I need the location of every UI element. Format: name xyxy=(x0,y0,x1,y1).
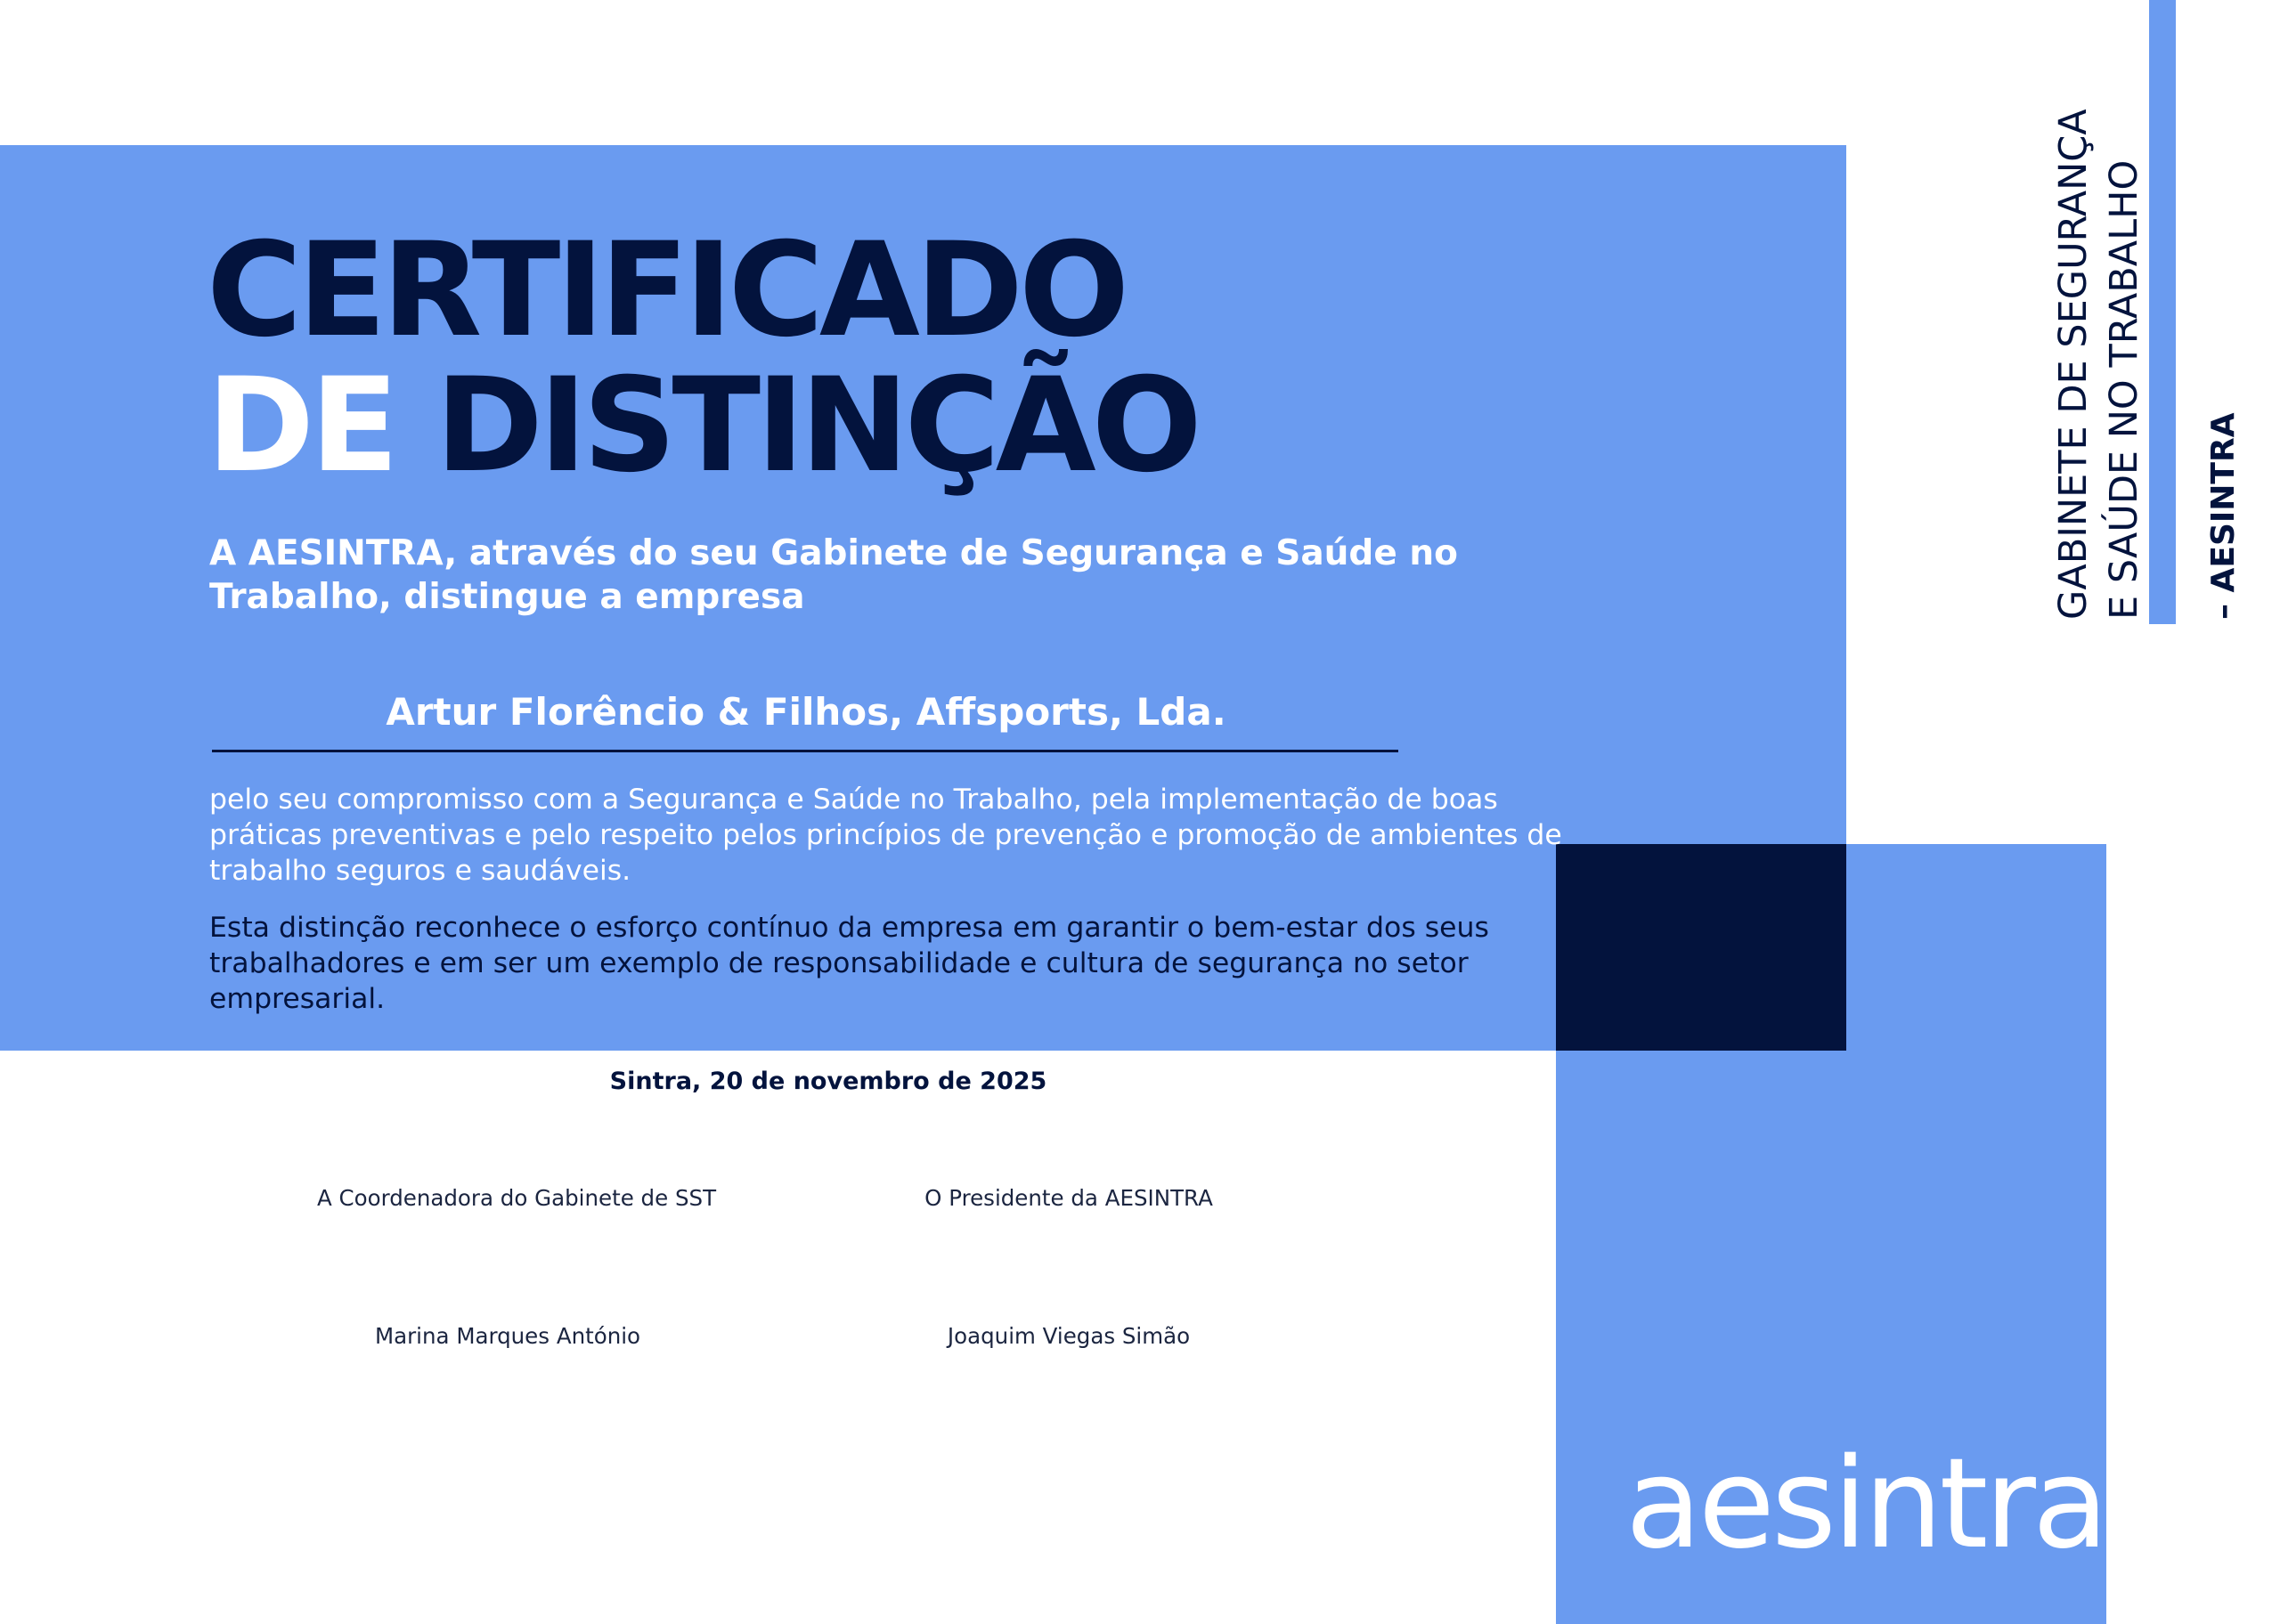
dark-accent-square xyxy=(1556,844,1846,1051)
signature-name-president: Joaquim Viegas Simão xyxy=(947,1323,1191,1349)
company-name: Artur Florêncio & Filhos, Affsports, Lda. xyxy=(386,690,1226,734)
department-line-1: GABINETE DE SEGURANÇA xyxy=(2051,109,2096,620)
brand-vertical-label: – AESINTRA xyxy=(2205,412,2242,620)
aesintra-logo: aesintra xyxy=(1625,1432,2105,1577)
vertical-accent-bar xyxy=(2149,0,2176,624)
commitment-paragraph: pelo seu compromisso com a Segurança e Saúde no Trabalho, pela implementação de boas práticas preventivas e pelo respeito pelos princípios de prevenção e promoção de ambientes de trabalho seguros e saudáveis. xyxy=(209,784,1562,887)
certificate-title xyxy=(207,215,1198,501)
intro-text: A AESINTRA, através do seu Gabinete de Segurança e Saúde no Trabalho, distingue a empresa xyxy=(209,533,1458,617)
department-line-2: E SAÚDE NO TRABALHO xyxy=(2102,159,2146,620)
department-vertical-label xyxy=(2048,109,2150,620)
signature-name-coordinator: Marina Marques António xyxy=(374,1323,641,1349)
title-word-distincao: DISTINÇÃO xyxy=(435,350,1198,501)
issue-date: Sintra, 20 de novembro de 2025 xyxy=(609,1068,1047,1095)
signature-role-coordinator: A Coordenadora do Gabinete de SST xyxy=(316,1185,717,1211)
company-underline xyxy=(212,750,1398,752)
title-line-1: CERTIFICADO xyxy=(207,215,1126,366)
signature-role-president: O Presidente da AESINTRA xyxy=(924,1185,1213,1211)
title-word-de: DE xyxy=(207,350,395,501)
recognition-paragraph: Esta distinção reconhece o esforço contínuo da empresa em garantir o bem-estar dos seus trabalhadores e em ser um exemplo de responsabilidade e cultura de segurança no setor empresarial. xyxy=(209,912,1489,1015)
